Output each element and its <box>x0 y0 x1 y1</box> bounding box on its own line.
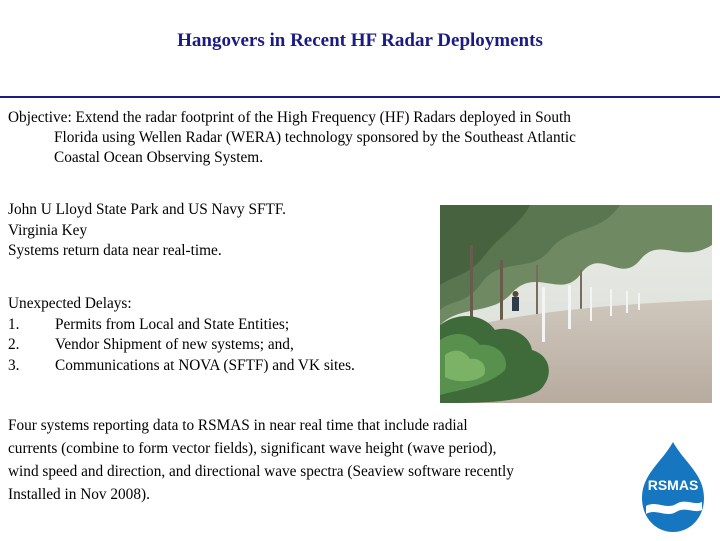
delay-item <box>8 315 438 336</box>
objective-paragraph <box>8 108 708 168</box>
objective-line-1: Objective: Extend the radar footprint of the High Frequency (HF) Radars deployed in South <box>8 109 571 126</box>
delay-text: Permits from Local and State Entities; <box>55 315 290 333</box>
title-divider <box>0 96 720 98</box>
summary-paragraph <box>8 414 618 506</box>
site-line-3: Systems return data near real-time. <box>8 242 222 259</box>
site-line-1: John U Lloyd State Park and US Navy SFTF. <box>8 201 286 218</box>
summary-line-4: Installed in Nov 2008). <box>8 486 150 503</box>
radar-site-photo <box>440 205 712 403</box>
logo-text: RSMAS <box>647 477 699 493</box>
sites-list <box>8 200 428 262</box>
delay-number: 1. <box>8 315 20 333</box>
delay-item <box>8 335 438 356</box>
delay-number: 2. <box>8 336 20 353</box>
summary-line-3: wind speed and direction, and directional wave spectra (Seaview software recently <box>8 463 514 480</box>
rsmas-logo-graphic <box>632 440 714 536</box>
objective-line-2: Florida using Wellen Radar (WERA) technology sponsored by the Southeast Atlantic <box>54 129 576 146</box>
site-line-2: Virginia Key <box>8 221 88 239</box>
summary-line-2: currents (combine to form vector fields), significant wave height (wave period), <box>8 440 497 457</box>
delays-heading: Unexpected Delays: <box>8 295 132 312</box>
summary-line-1: Four systems reporting data to RSMAS in near real time that include radial <box>8 417 468 434</box>
delay-text: Vendor Shipment of new systems; and, <box>55 336 294 353</box>
delay-number: 3. <box>8 356 20 374</box>
delays-list <box>8 294 438 376</box>
rsmas-logo <box>632 440 714 536</box>
delay-item <box>8 356 438 377</box>
radar-site-photo-graphic <box>440 205 712 403</box>
delay-text: Communications at NOVA (SFTF) and VK sites. <box>55 356 355 374</box>
objective-line-3: Coastal Ocean Observing System. <box>54 149 264 166</box>
slide-title: Hangovers in Recent HF Radar Deployments <box>177 30 543 51</box>
